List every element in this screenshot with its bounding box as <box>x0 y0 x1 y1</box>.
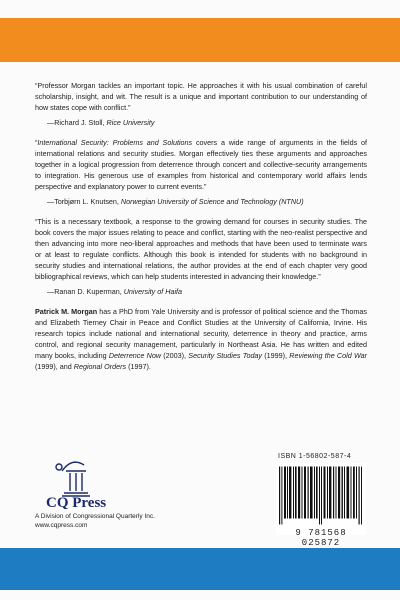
author-bio: Patrick M. Morgan has a PhD from Yale University and is professor of political science and the Thomas and Elizabeth Tierney Chair in Peace and Conflict Studies at the University of California, Irvine. His research topics include national and international security, deterrence in theory and practice, arms control, and regional security management, particularly in Northeast Asia. He has written and edited many books, including Deterrence Now (2003), Security Studies Today (1999), Reviewing the Cold War (1999), and Regional Orders (1997). <box>35 307 368 371</box>
isbn-text: ISBN 1-56802-587-4 <box>278 453 352 460</box>
attribution-1: —Richard J. Stoll, Rice University <box>47 118 155 127</box>
publisher-info: A Division of Congressional Quarterly Inc. www.cqpress.com <box>35 513 155 529</box>
attribution-2: —Torbjørn L. Knutsen, Norwegian University of Science and Technology (NTNU) <box>47 197 304 206</box>
quote-1: “Professor Morgan tackles an important topic. He approaches it with his usual combination of careful scholarship, insight, and wit. The result is a unique and important contribution to our understanding of how states cope with conflict.” <box>35 81 367 112</box>
bottom-color-band <box>0 548 400 590</box>
ean-number: 9 781568 025872 <box>295 528 347 548</box>
attribution-3: —Ranan D. Kuperman, University of Haifa <box>47 287 183 296</box>
logo-text: CQ Press <box>46 495 107 509</box>
author-name: Patrick M. Morgan <box>35 307 98 316</box>
cq-press-logo <box>40 451 132 509</box>
cover-text <box>35 80 367 379</box>
top-color-band <box>0 18 400 62</box>
barcode <box>276 463 366 535</box>
quote-2: “International Security: Problems and Solutions covers a wide range of arguments in the fields of international relations and security studies. Morgan effectively ties these arguments and approaches together in a logical progression from deterrence through concert and collective-security arrangements to integration. His generous use of examples from historical and contemporary world affairs lends perspective and explanatory power to current events.” <box>35 138 367 191</box>
quote-3: “This is a necessary textbook, a response to the growing demand for courses in security studies. The book covers the major issues relating to peace and conflict, starting with the neo-realist perspective and then advancing into more neo-liberal approaches and methods that have been used to terminate wars or at least to regulate conflicts. Although this book is intended for students with no background in security studies and international relations, the author provides at the end of each chapter very good bibliographical reviews, which can help students interested in advancing their knowledge.” <box>35 217 367 281</box>
